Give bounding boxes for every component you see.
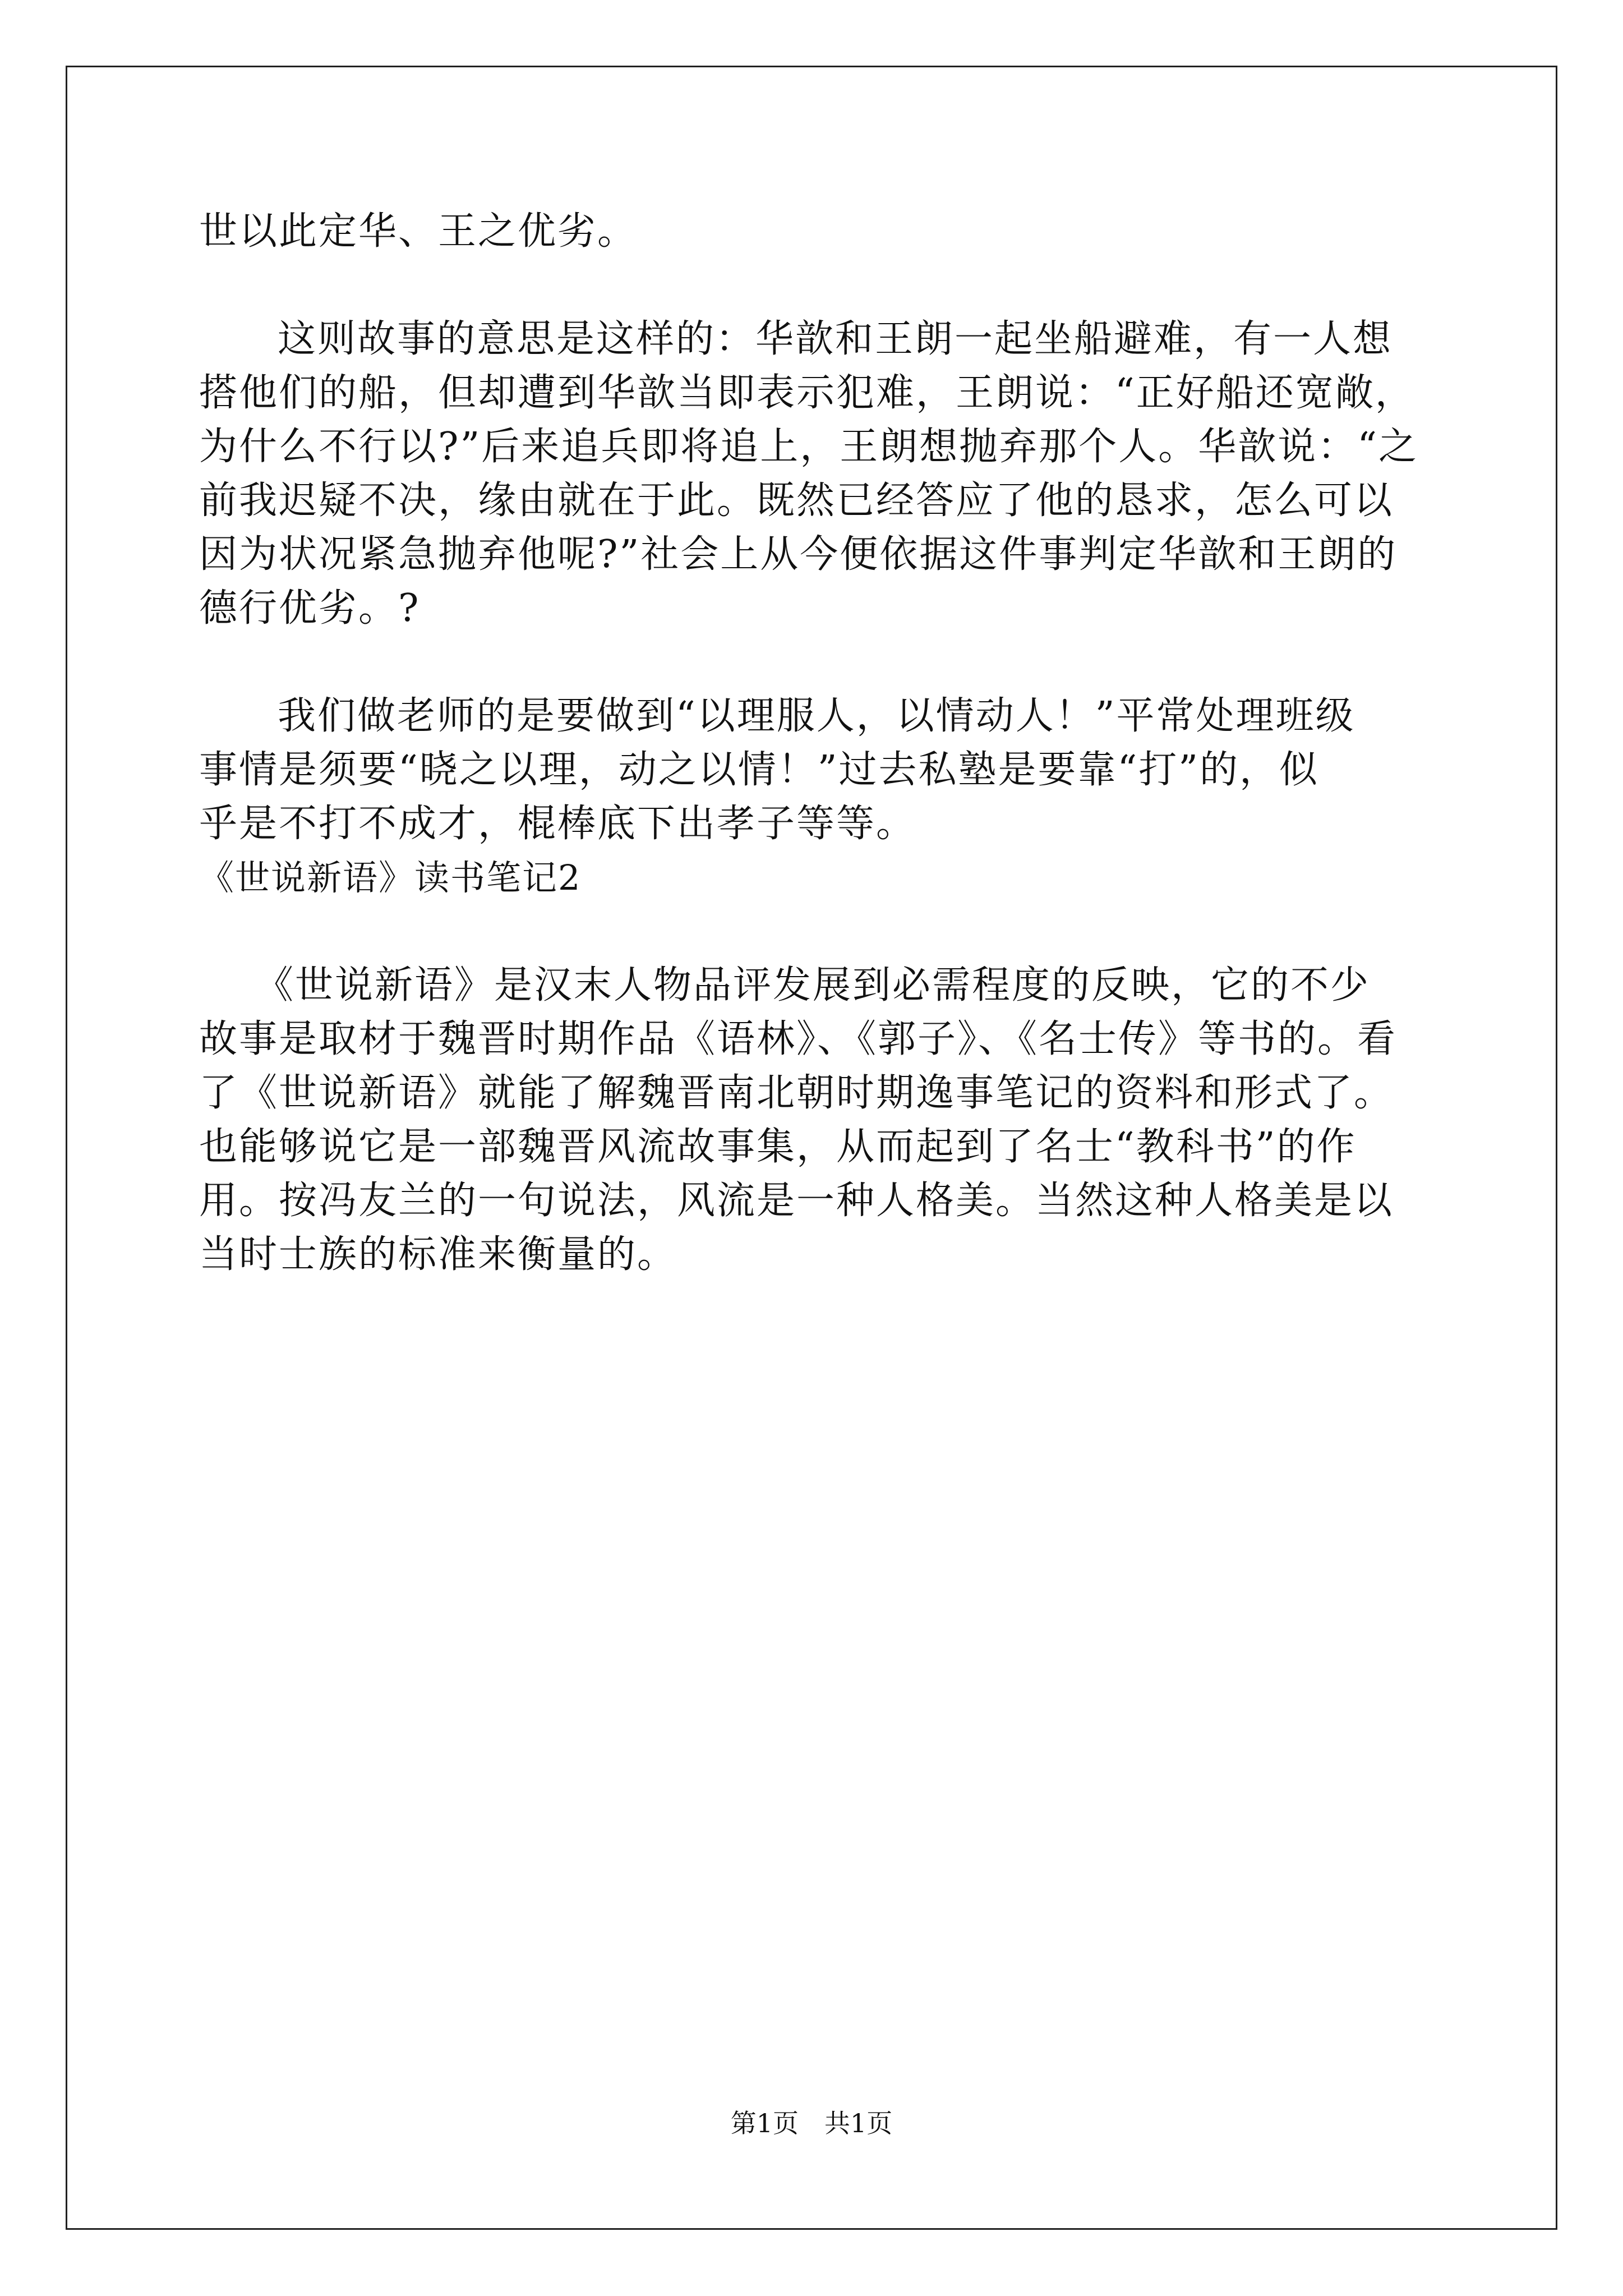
text-line: 故事是取材于魏晋时期作品《语林》、《郭子》、《名士传》等书的。看 (199, 1017, 1398, 1061)
document-body (199, 205, 1461, 1282)
text-line: 搭他们的船，但却遭到华歆当即表示犯难，王朗说：“正好船还宽敞， (199, 371, 1415, 415)
text-line: 了《世说新语》就能了解魏晋南北朝时期逸事笔记的资料和形式了。 (199, 1071, 1394, 1115)
text-line: 事情是须要“晓之以理，动之以情！”过去私塾是要靠“打”的，似 (199, 748, 1320, 792)
text-line: 用。按冯友兰的一句说法，风流是一种人格美。当然这种人格美是以 (199, 1179, 1394, 1223)
text-line: 德行优劣。? (199, 586, 421, 631)
text-line: 这则故事的意思是这样的：华歆和王朗一起坐船避难，有一人想 (278, 317, 1393, 361)
text-line: 我们做老师的是要做到“以理服人，以情动人！”平常处理班级 (278, 694, 1355, 738)
text-line: 因为状况紧急抛弃他呢?”社会上从今便依据这件事判定华歆和王朗的 (199, 532, 1398, 577)
paragraph-gap (199, 259, 1461, 312)
section-heading: 《世说新语》读书笔记2 (199, 857, 582, 898)
text-line: 当时士族的标准来衡量的。 (199, 1232, 677, 1277)
text-line: 也能够说它是一部魏晋风流故事集，从而起到了名士“教科书”的作 (199, 1125, 1357, 1169)
text-line: 前我迟疑不决，缘由就在于此。既然已经答应了他的恳求，怎么可以 (199, 478, 1394, 523)
paragraph-gap (199, 905, 1461, 959)
text-line: 《世说新语》是汉末人物品评发展到必需程度的反映，它的不少 (255, 963, 1371, 1007)
text-line: 乎是不打不成才，棍棒底下出孝子等等。 (199, 802, 916, 846)
text-line: 世以此定华、王之优劣。 (199, 209, 638, 254)
text-line: 为什么不行以?”后来追兵即将追上，王朗想抛弃那个人。华歆说：“之 (199, 425, 1418, 469)
paragraph-gap (199, 636, 1461, 689)
page-footer: 第1页 共1页 (730, 2108, 893, 2138)
